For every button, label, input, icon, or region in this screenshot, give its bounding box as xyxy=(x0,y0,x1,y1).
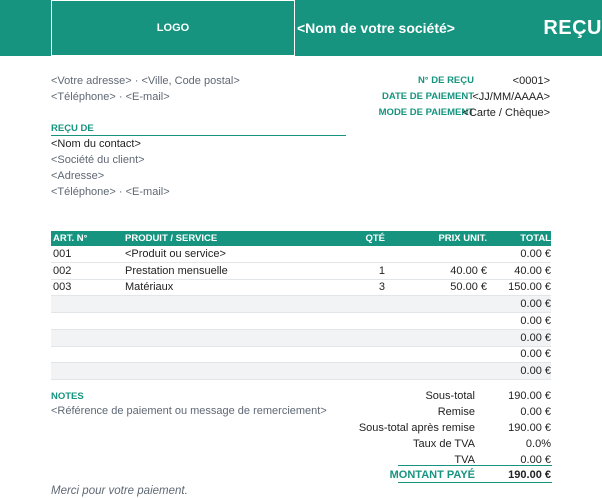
logo-placeholder[interactable] xyxy=(51,0,295,56)
receipt-number-value[interactable]: <0001> xyxy=(512,75,550,87)
items-header-row xyxy=(51,231,551,246)
recipient-phone-email[interactable]: <Téléphone> · <E-mail> xyxy=(51,186,170,198)
discount-row xyxy=(340,406,552,422)
net-subtotal-label: Sous-total après remise xyxy=(358,422,475,434)
vat-label: TVA xyxy=(454,454,475,466)
total-bottom-divider xyxy=(398,482,552,483)
sender-contact[interactable]: <Téléphone> · <E-mail> xyxy=(51,91,170,103)
vat-row xyxy=(340,454,552,470)
cell-product[interactable]: Prestation mensuelle xyxy=(123,262,355,279)
cell-item-number[interactable]: 002 xyxy=(51,262,123,279)
payment-mode-label: MODE DE PAIEMENT xyxy=(378,107,474,118)
cell-qty[interactable] xyxy=(355,329,385,346)
cell-product[interactable] xyxy=(123,329,355,346)
receipt-number-label: N° DE REÇU xyxy=(417,75,474,86)
table-row xyxy=(51,313,551,330)
cell-item-number[interactable]: 003 xyxy=(51,279,123,296)
cell-item-number[interactable] xyxy=(51,296,123,313)
cell-qty[interactable] xyxy=(355,363,385,380)
cell-unit-price[interactable] xyxy=(385,246,487,262)
cell-product[interactable] xyxy=(123,363,355,380)
recipient-company[interactable]: <Société du client> xyxy=(51,154,145,166)
items-table xyxy=(51,231,551,380)
cell-unit-price[interactable] xyxy=(385,363,487,380)
cell-product[interactable]: Matériaux xyxy=(123,279,355,296)
subtotal-value[interactable]: 190.00 € xyxy=(508,390,551,402)
amount-paid-label: MONTANT PAYÉ xyxy=(389,469,475,481)
document-title: REÇU xyxy=(543,16,602,39)
sender-address[interactable]: <Votre adresse> · <Ville, Code postal> xyxy=(51,75,240,87)
cell-qty[interactable]: 3 xyxy=(355,279,385,296)
cell-total[interactable]: 150.00 € xyxy=(487,279,551,296)
table-row xyxy=(51,329,551,346)
vat-rate-value[interactable]: 0.0% xyxy=(525,438,551,450)
subtotal-row xyxy=(340,390,552,406)
subtotal-label: Sous-total xyxy=(425,390,475,402)
cell-unit-price[interactable] xyxy=(385,346,487,363)
discount-label: Remise xyxy=(437,406,475,418)
received-from-heading: REÇU DE xyxy=(51,123,94,134)
total-top-divider xyxy=(398,465,552,466)
payment-mode-value[interactable]: <Carte / Chèque> xyxy=(462,107,550,119)
vat-rate-row xyxy=(340,438,552,454)
thank-you-message[interactable]: Merci pour votre paiement. xyxy=(51,485,188,497)
cell-qty[interactable] xyxy=(355,346,385,363)
cell-unit-price[interactable] xyxy=(385,329,487,346)
cell-unit-price[interactable]: 40.00 € xyxy=(385,262,487,279)
cell-item-number[interactable] xyxy=(51,346,123,363)
cell-qty[interactable]: 1 xyxy=(355,262,385,279)
cell-total[interactable]: 0.00 € xyxy=(487,246,551,262)
received-from-divider xyxy=(51,135,346,136)
logo-label: LOGO xyxy=(156,22,190,34)
amount-paid-value[interactable]: 190.00 € xyxy=(508,469,551,481)
payment-date-label: DATE DE PAIEMENT xyxy=(381,91,474,102)
col-header-product: PRODUIT / SERVICE xyxy=(123,231,355,246)
table-row xyxy=(51,246,551,262)
table-row xyxy=(51,363,551,380)
table-row xyxy=(51,279,551,296)
table-row xyxy=(51,262,551,279)
cell-qty[interactable] xyxy=(355,246,385,262)
cell-item-number[interactable] xyxy=(51,313,123,330)
cell-product[interactable] xyxy=(123,313,355,330)
payment-date-value[interactable]: <JJ/MM/AAAA> xyxy=(472,91,550,103)
cell-total[interactable]: 0.00 € xyxy=(487,329,551,346)
cell-product[interactable] xyxy=(123,296,355,313)
cell-item-number[interactable] xyxy=(51,329,123,346)
vat-rate-label: Taux de TVA xyxy=(413,438,475,450)
col-header-unit-price: PRIX UNIT. xyxy=(385,231,487,246)
cell-qty[interactable] xyxy=(355,296,385,313)
cell-total[interactable]: 40.00 € xyxy=(487,262,551,279)
cell-total[interactable]: 0.00 € xyxy=(487,296,551,313)
cell-item-number[interactable] xyxy=(51,363,123,380)
cell-item-number[interactable]: 001 xyxy=(51,246,123,262)
cell-unit-price[interactable] xyxy=(385,296,487,313)
header-banner xyxy=(0,0,602,56)
discount-value[interactable]: 0.00 € xyxy=(520,406,551,418)
notes-text[interactable]: <Référence de paiement ou message de remerciement> xyxy=(51,405,327,417)
recipient-address[interactable]: <Adresse> xyxy=(51,170,105,182)
cell-total[interactable]: 0.00 € xyxy=(487,313,551,330)
notes-heading: NOTES xyxy=(51,391,84,402)
cell-product[interactable]: <Produit ou service> xyxy=(123,246,355,262)
company-name[interactable]: <Nom de votre société> xyxy=(297,20,455,36)
net-subtotal-row xyxy=(340,422,552,438)
table-row xyxy=(51,296,551,313)
col-header-item-number: ART. N° xyxy=(51,231,123,246)
cell-qty[interactable] xyxy=(355,313,385,330)
cell-total[interactable]: 0.00 € xyxy=(487,346,551,363)
col-header-qty: QTÉ xyxy=(355,231,385,246)
cell-unit-price[interactable]: 50.00 € xyxy=(385,279,487,296)
cell-unit-price[interactable] xyxy=(385,313,487,330)
recipient-contact[interactable]: <Nom du contact> xyxy=(51,138,141,150)
cell-product[interactable] xyxy=(123,346,355,363)
vat-value[interactable]: 0.00 € xyxy=(520,454,551,466)
col-header-total: TOTAL xyxy=(487,231,551,246)
net-subtotal-value[interactable]: 190.00 € xyxy=(508,422,551,434)
table-row xyxy=(51,346,551,363)
cell-total[interactable]: 0.00 € xyxy=(487,363,551,380)
